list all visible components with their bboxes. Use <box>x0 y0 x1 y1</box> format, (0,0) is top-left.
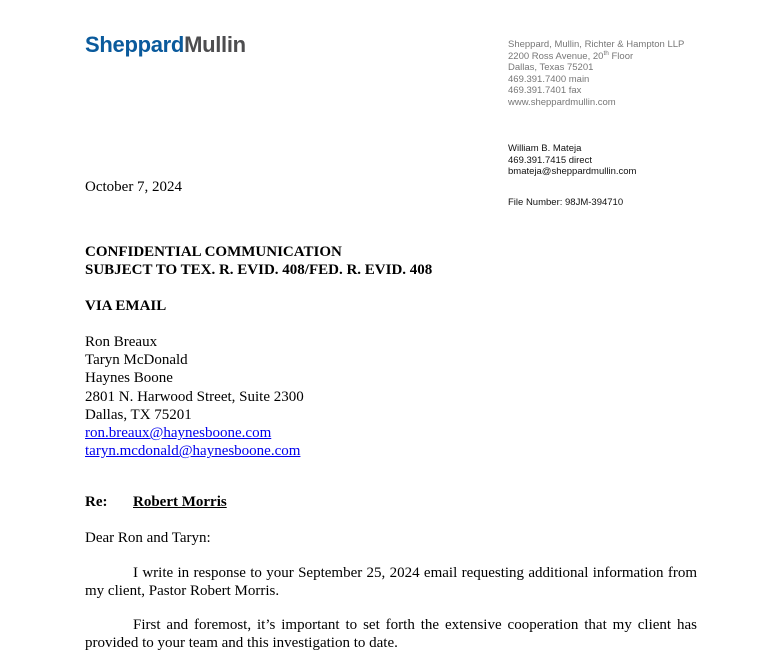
re-line <box>85 494 227 511</box>
recipient-line: Dallas, TX 75201 <box>85 406 192 423</box>
recipient-line: Taryn McDonald <box>85 352 188 369</box>
delivery-method: VIA EMAIL <box>85 298 167 314</box>
re-subject: Robert Morris <box>133 494 227 510</box>
recipient-line: 2801 N. Harwood Street, Suite 2300 <box>85 388 304 405</box>
firm-fax: 469.391.7401 fax <box>508 85 582 96</box>
recipient-email-link[interactable]: ron.breaux@haynesboone.com <box>85 425 272 442</box>
paragraph-text: First and foremost, it’s important to set forth the extensive cooperation that my client has provided to your team and this investigation to date. <box>85 617 697 651</box>
recipient-line: Ron Breaux <box>85 334 158 350</box>
firm-logo <box>85 34 246 56</box>
logo-part-2: Mullin <box>184 32 246 57</box>
recipient-line: Haynes Boone <box>85 370 173 387</box>
attorney-name: William B. Mateja <box>508 143 582 154</box>
recipient-address <box>85 333 304 460</box>
attorney-email: bmateja@sheppardmullin.com <box>508 166 637 177</box>
logo-part-1: Sheppard <box>85 32 185 57</box>
recipient-email-link[interactable]: taryn.mcdonald@haynesboone.com <box>85 443 301 460</box>
paragraph-text: I write in response to your September 25, 2024 email requesting additional information from my client, Pastor Robert Morris. <box>85 565 697 599</box>
firm-address-block <box>508 39 684 108</box>
confidential-line-1: CONFIDENTIAL COMMUNICATION <box>85 244 342 260</box>
firm-website: www.sheppardmullin.com <box>508 96 616 108</box>
re-label: Re: <box>85 494 108 510</box>
confidential-heading <box>85 244 432 279</box>
file-number: File Number: 98JM-394710 <box>508 197 624 208</box>
salutation: Dear Ron and Taryn: <box>85 530 211 546</box>
confidential-line-2: SUBJECT TO TEX. R. EVID. 408/FED. R. EVID. 408 <box>85 261 433 278</box>
firm-city: Dallas, Texas 75201 <box>508 62 594 73</box>
letter-date: October 7, 2024 <box>85 179 183 195</box>
body-paragraph <box>85 616 697 652</box>
firm-name: Sheppard, Mullin, Richter & Hampton LLP <box>508 39 685 50</box>
attorney-phone: 469.391.7415 direct <box>508 154 592 166</box>
firm-street: 2200 Ross Avenue, 20th Floor <box>508 49 634 62</box>
attorney-block <box>508 143 636 178</box>
body-paragraph <box>85 564 697 600</box>
firm-main-phone: 469.391.7400 main <box>508 73 590 85</box>
